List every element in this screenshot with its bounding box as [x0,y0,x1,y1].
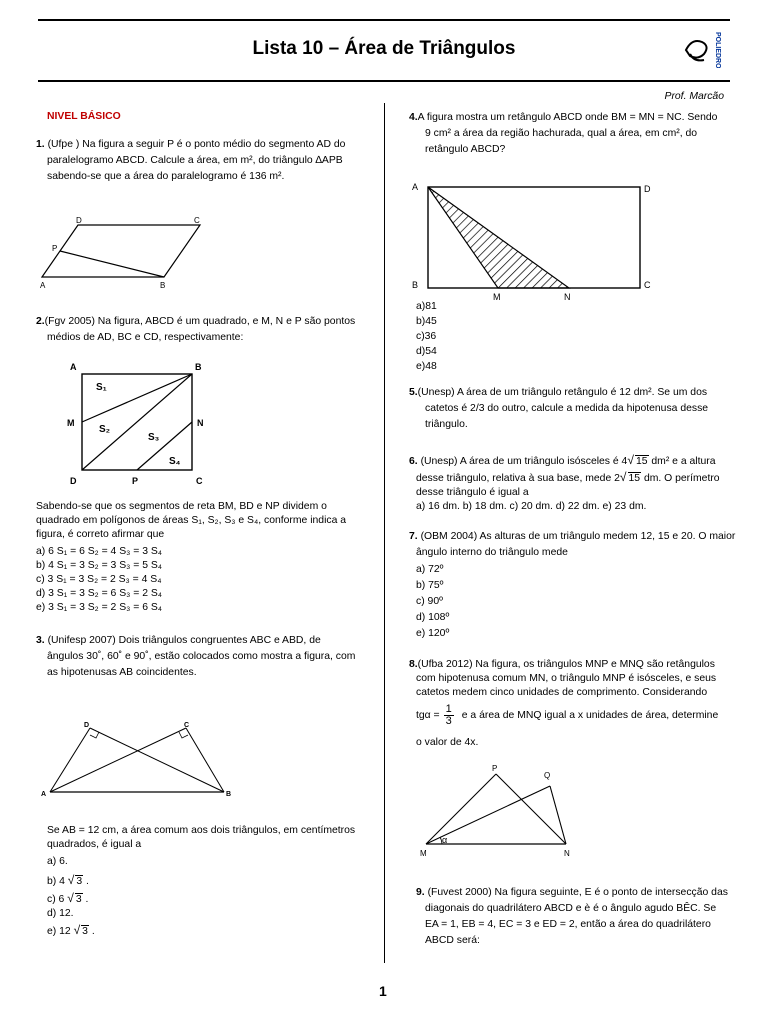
svg-text:A: A [40,281,46,290]
q6-options: a) 16 dm. b) 18 dm. c) 20 dm. d) 22 dm. e) 23 dm. [416,501,647,512]
q4-line2: 9 cm² a área da região hachurada, qual a área, em cm², do [425,128,698,139]
q6-line3: desse triângulo é igual a [416,487,529,498]
q4-figure-rectangle [406,176,666,304]
author: Prof. Marcão [664,91,724,102]
svg-text:α: α [442,835,448,845]
column-divider [384,103,385,963]
q7-option-a: a) 72º [416,564,444,575]
q4-line3: retângulo ABCD? [425,144,506,155]
q1-figure-parallelogram [36,213,216,293]
svg-text:M: M [420,849,427,858]
q3-option-d: d) 12. [47,908,74,919]
q4-option-b: b)45 [416,316,437,327]
q4-line1: 4.A figura mostra um retângulo ABCD onde BM = MN = NC. Sendo [409,112,718,123]
section-label: NIVEL BÁSICO [47,111,121,122]
q3-line2: ângulos 30˚, 60˚ e 90˚, estão colocados como mostra a figura, com [47,651,356,662]
svg-text:Q: Q [544,771,551,780]
svg-text:D: D [84,722,90,729]
q1-line3: sabendo-se que a área do paralelogramo é 136 m². [47,171,285,182]
header-rule-bottom [38,80,730,82]
q8-line1: 8.(Ufba 2012) Na figura, os triângulos MNP e MNQ são retângulos [409,659,715,670]
q5-line2: catetos é 2/3 do outro, calcule a medida da hipotenusa desse [425,403,709,414]
svg-text:S₄: S₄ [169,456,181,467]
q9-line2: diagonais do quadrilátero ABCD e è é o ângulo agudo BÊC. Se [425,903,717,914]
q3-after-line1: Se AB = 12 cm, a área comum aos dois triângulos, em centímetros [47,825,356,836]
q1-line1: 1. (Ufpe ) Na figura a seguir P é o ponto médio do segmento AD do [36,139,346,150]
q3-option-b: b) 4 √ 3 . [47,873,89,887]
q9-line4: ABCD será: [425,935,480,946]
q3-option-e: e) 12 √ 3 . [47,923,95,937]
q2-option-c: c) 3 S₁ = 3 S₂ = 2 S₃ = 4 S₄ [36,574,162,585]
q1-line2: paralelogramo ABCD. Calcule a área, em m², do triângulo ∆APB [47,155,343,166]
svg-text:P: P [132,476,139,486]
svg-text:B: B [226,791,232,798]
q8-line5: o valor de 4x. [416,737,479,748]
svg-text:A: A [41,791,47,798]
svg-text:A: A [412,182,419,192]
svg-text:C: C [184,722,190,729]
svg-text:C: C [194,216,200,225]
q2-option-d: d) 3 S₁ = 3 S₂ = 6 S₃ = 2 S₄ [36,588,163,599]
q2-line2: médios de AD, BC e CD, respectivamente: [47,332,244,343]
svg-text:D: D [644,184,651,194]
q7-option-d: d) 108º [416,612,450,623]
q9-line3: EA = 1, EB = 4, EC = 3 e ED = 2, então a área do quadrilátero [425,919,711,930]
q6-line2: desse triângulo, relativa à sua base, mede 2√ 15 dm. O perímetro [416,470,720,484]
poliedro-logo [680,28,730,68]
q8-line3: catetos medem cinco unidades de comprimento. Considerando [416,687,708,698]
q3-after-line2: quadrados, é igual a [47,839,142,850]
svg-text:S₃: S₃ [148,432,160,443]
svg-text:P: P [492,764,498,773]
q4-option-e: e)48 [416,361,437,372]
svg-text:M: M [67,418,75,428]
svg-text:D: D [76,216,82,225]
svg-text:A: A [70,362,77,372]
q4-option-a: a)81 [416,301,437,312]
q7-line1: 7. (OBM 2004) As alturas de um triângulo medem 12, 15 e 20. O maior [409,531,736,542]
q2-line1: 2.(Fgv 2005) Na figura, ABCD é um quadrado, e M, N e P são pontos [36,316,356,327]
q5-line3: triângulo. [425,419,468,430]
q8-line2: com hipotenusa comum MN, o triângulo MNP é isósceles, e seus [416,673,717,684]
svg-text:P: P [52,244,58,253]
svg-text:C: C [196,476,203,486]
q3-line1: 3. (Unifesp 2007) Dois triângulos congruentes ABC e ABD, de [36,635,321,646]
q2-after-line3: figura, é correto afirmar que [36,529,165,540]
page-title: Lista 10 – Área de Triângulos [252,38,516,59]
svg-text:N: N [564,849,570,858]
q6-line1: 6. (Unesp) A área de um triângulo isósceles é 4√ 15 dm² e a altura [409,453,716,467]
svg-text:C: C [644,280,651,290]
svg-text:B: B [195,362,202,372]
q2-after-line1: Sabendo-se que os segmentos de reta BM, BD e NP dividem o [36,501,327,512]
q7-option-e: e) 120º [416,628,450,639]
page-number: 1 [379,983,387,999]
q2-option-b: b) 4 S₁ = 3 S₂ = 3 S₃ = 5 S₄ [36,560,163,571]
svg-text:S₂: S₂ [99,424,111,435]
logo-text: POLIEDRO [714,32,721,68]
q3-option-a: a) 6. [47,856,68,867]
q3-line3: as hipotenusas AB coincidentes. [47,667,197,678]
q8-line4: tgα = $\frac{1}{3}$ e a área de MNQ igual a x unidades de área, determine [416,703,719,727]
svg-text:S₁: S₁ [96,382,107,393]
svg-text:N: N [564,292,571,302]
q3-figure-triangles [38,716,238,802]
q7-option-c: c) 90º [416,596,443,607]
svg-text:D: D [70,476,77,486]
q2-after-line2: quadrado em polígonos de áreas S₁, S₂, S₃ e S₄, conforme indica a [36,515,347,526]
q4-option-d: d)54 [416,346,437,357]
q2-option-a: a) 6 S₁ = 6 S₂ = 4 S₃ = 3 S₄ [36,546,163,557]
q3-option-c: c) 6 √ 3 . [47,891,89,905]
q2-option-e: e) 3 S₁ = 3 S₂ = 2 S₃ = 6 S₄ [36,602,163,613]
q7-option-b: b) 75º [416,580,444,591]
svg-text:N: N [197,418,204,428]
header-rule-top [38,19,730,21]
q8-figure-triangles [412,760,582,860]
svg-text:M: M [493,292,501,302]
q4-option-c: c)36 [416,331,437,342]
q2-figure-square [62,358,217,488]
q5-line1: 5.(Unesp) A área de um triângulo retângulo é 12 dm². Se um dos [409,387,708,398]
q7-line2: ângulo interno do triângulo mede [416,547,568,558]
q9-line1: 9. (Fuvest 2000) Na figura seguinte, E é o ponto de intersecção das [416,887,728,898]
svg-text:B: B [160,281,166,290]
svg-text:B: B [412,280,419,290]
